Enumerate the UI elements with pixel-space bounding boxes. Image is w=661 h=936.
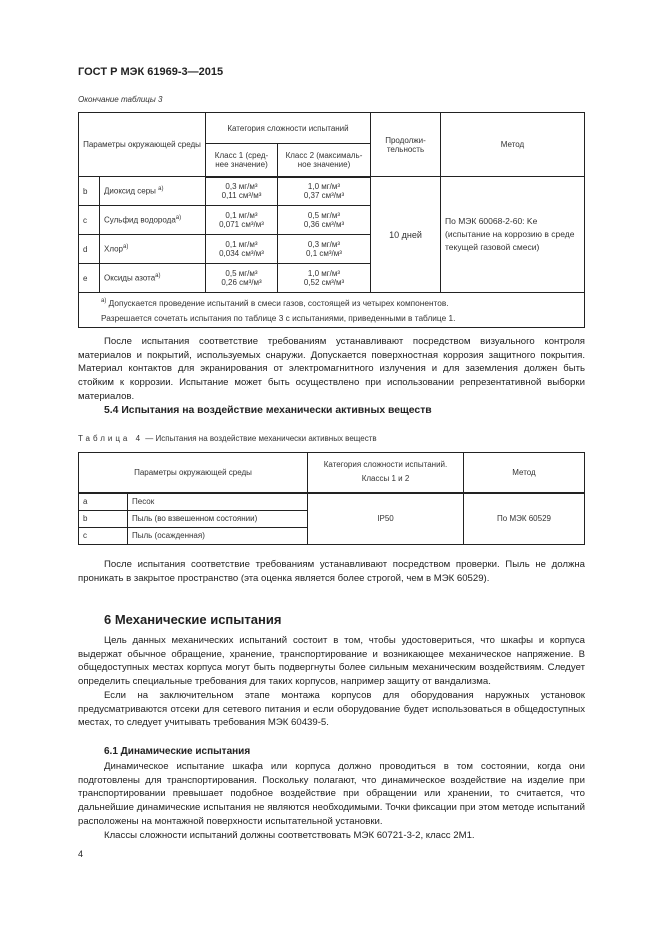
class2-value: 0,3 мг/м³ 0,1 см³/м³: [278, 235, 371, 264]
row-id: e: [79, 264, 100, 293]
header-duration: Продолжи-тельность: [371, 113, 441, 177]
table4-caption: Таблица 4 — Испытания на воздействие механически активных веществ: [78, 434, 377, 443]
class1-value: 0,3 мг/м³ 0,11 см³/м³: [206, 177, 278, 206]
row-name: Диоксид серы $^{a)}$: [100, 177, 206, 206]
header-params: Параметры окружающей среды: [79, 113, 206, 177]
class2-value: 1,0 мг/м³ 0,52 см³/м³: [278, 264, 371, 293]
class1-value: 0,5 мг/м³ 0,26 см³/м³: [206, 264, 278, 293]
table-3: [78, 112, 585, 328]
paragraph: Цель данных механических испытаний состоит в том, чтобы удостовериться, что шкафы и корпуса выдержат обычное обращение, хранение, транспортирование и возникающее механическое напряжение. В общедоступных местах корпуса могут быть подвергнуты более сильным механическим воздействиям. Следует определить специальные требования для таких корпусов, например защиту от вандализма. Если на заключительном этапе монтажа корпусов для оборудования наружных установок предусматриваются отсеки для сетевого питания и если оборудование будет использоваться в общедоступных местах, то следует учитывать требования МЭК 60439-5.: [78, 635, 585, 729]
header-method: Метод: [441, 113, 585, 177]
paragraph: Динамическое испытание шкафа или корпуса должно проводиться в том состоянии, когда они подготовлены для транспортирования. Поскольку полагают, что динамическое воздействие на изделие при транспортировании превышает подобное воздействие при обращении или хранении, то считается, что дальнейшие динамические испытания не являются необходимыми. Точки фиксации при этом методе испытаний расположены на монтажной поверхности испытательной установки. Классы сложности испытаний должны соответствовать МЭК 60721-3-2, класс 2М1.: [78, 761, 585, 841]
table3-caption: Окончание таблицы 3: [78, 95, 163, 104]
row-id: b: [79, 510, 128, 527]
row-id: c: [79, 206, 100, 235]
row-id: d: [79, 235, 100, 264]
row-name: Пыль (осажденная): [128, 527, 308, 544]
row-name: Сульфид водорода$^{a)}$: [100, 206, 206, 235]
duration-value: 10 дней: [371, 177, 441, 293]
paragraph: После испытания соответствие требованиям устанавливают посредством визуального контроля материалов и покрытий, используемых снаружи. Допускается поверхностная коррозия защитного покрытия. Материал контактов для экранирования от электромагнитного излучения и для заземления должен быть стойким к коррозии. Испытание может быть осуществлено при использовании репрезентативной выборки материалов.: [78, 336, 585, 402]
row-name: Хлор$^{a)}$: [100, 235, 206, 264]
document-header: ГОСТ Р МЭК 61969-3—2015: [78, 66, 224, 78]
section-heading-6-1: 6.1 Динамические испытания: [104, 746, 251, 757]
table3-footnote: $^{a)}$ Допускается проведение испытаний в смеси газов, состоящей из четырех компонентов. Разрешается сочетать испытания по таблице 3 с испытаниями, приведенными в таблице 1.: [79, 293, 585, 328]
page-number: 4: [78, 849, 84, 859]
header-class2: Класс 2 (максималь-ное значение): [278, 144, 371, 177]
class1-value: 0,1 мг/м³ 0,034 см³/м³: [206, 235, 278, 264]
row-name: Песок: [128, 493, 308, 511]
table-row: [79, 493, 585, 511]
row-id: a: [79, 493, 128, 511]
method-value: По МЭК 60068-2-60: Ke (испытание на коррозию в среде текущей газовой смеси): [441, 177, 585, 293]
header-method: Метод: [464, 453, 585, 493]
class1-value: 0,1 мг/м³ 0,071 см³/м³: [206, 206, 278, 235]
header-params: Параметры окружающей среды: [79, 453, 308, 493]
category-value: IP50: [308, 493, 464, 545]
row-id: b: [79, 177, 100, 206]
paragraph: После испытания соответствие требованиям устанавливают посредством проверки. Пыль не должна проникать в закрытое пространство (эта оценка является более строгой, чем в МЭК 60529).: [78, 559, 585, 584]
header-category: Категория сложности испытаний. Классы 1 и 2: [308, 453, 464, 493]
section-heading-5-4: 5.4 Испытания на воздействие механически активных веществ: [104, 405, 432, 416]
row-name: Оксиды азота$^{a)}$: [100, 264, 206, 293]
row-name: Пыль (во взвешенном состоянии): [128, 510, 308, 527]
class2-value: 0,5 мг/м³ 0,36 см³/м³: [278, 206, 371, 235]
header-class1: Класс 1 (сред-нее значение): [206, 144, 278, 177]
section-heading-6: 6 Механические испытания: [104, 612, 282, 627]
table-4: [78, 452, 585, 545]
method-value: По МЭК 60529: [464, 493, 585, 545]
header-category: Категория сложности испытаний: [206, 113, 371, 144]
class2-value: 1,0 мг/м³ 0,37 см³/м³: [278, 177, 371, 206]
row-id: c: [79, 527, 128, 544]
table-row: [79, 177, 585, 206]
